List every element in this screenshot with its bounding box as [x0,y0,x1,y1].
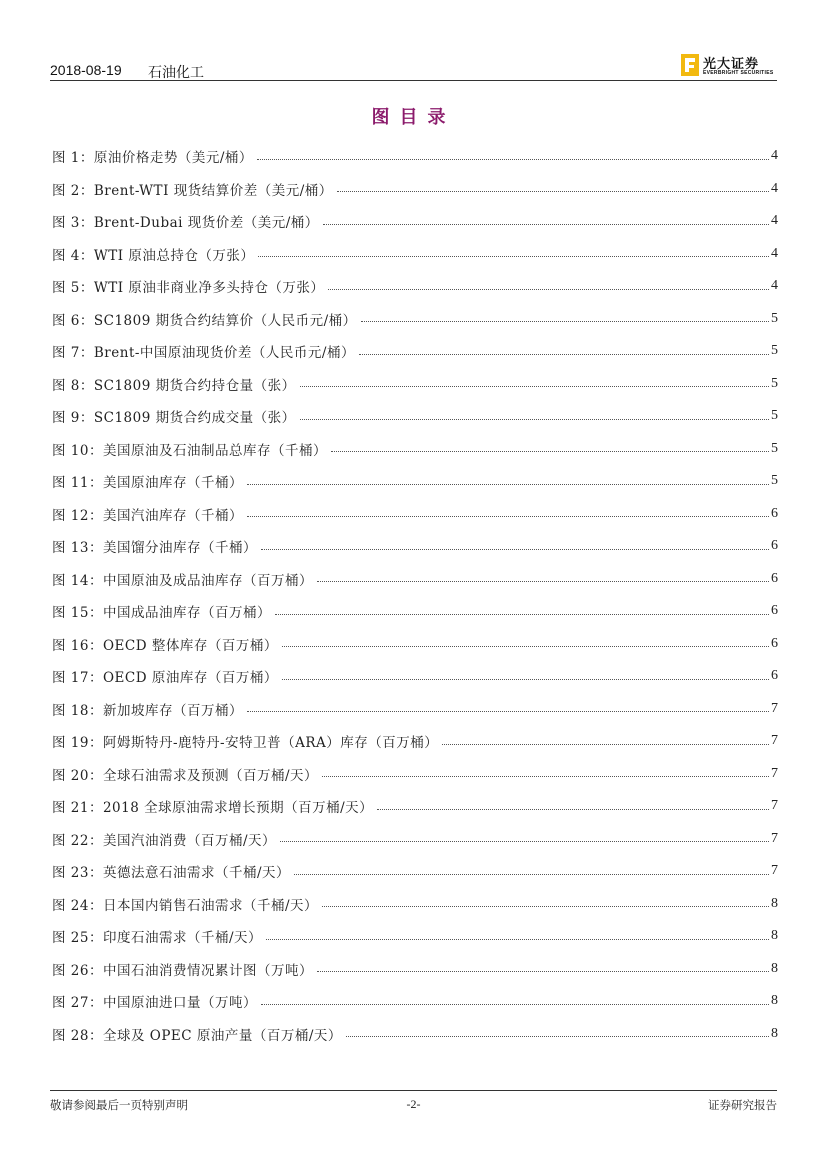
toc-entry-page: 6 [771,505,778,521]
toc-entry-page: 7 [771,765,778,781]
toc-entry[interactable] [52,985,778,1018]
toc-entry-label: 图 23：英德法意石油需求（千桶/天） [52,865,291,882]
toc-entry-label: 图 25：印度石油需求（千桶/天） [52,930,263,947]
toc-entry-page: 5 [771,473,778,489]
toc-entry-page: 8 [771,895,778,911]
toc-entry[interactable] [52,433,778,466]
toc-entry-label: 图 4：WTI 原油总持仓（万张） [52,247,255,264]
toc-dot-leader [337,191,769,192]
toc-entry-label: 图 20：全球石油需求及预测（百万桶/天） [52,767,319,784]
toc-entry-label: 图 2：Brent-WTI 现货结算价差（美元/桶） [52,182,333,199]
toc-entry-label: 图 27：中国原油进口量（万吨） [52,995,257,1012]
toc-dot-leader [300,386,769,387]
toc-dot-leader [282,679,769,680]
toc-entry-label: 图 26：中国石油消费情况累计图（万吨） [52,962,313,979]
toc-entry-page: 7 [771,830,778,846]
toc-entry-label: 图 7：Brent-中国原油现货价差（人民币元/桶） [52,345,355,362]
toc-dot-leader [280,841,769,842]
figure-table-of-contents [52,140,778,1050]
toc-dot-leader [322,776,769,777]
toc-dot-leader [294,874,769,875]
toc-entry-page: 7 [771,798,778,814]
toc-entry-page: 4 [771,180,778,196]
everbright-logo-icon [681,54,699,76]
toc-dot-leader [317,581,769,582]
toc-dot-leader [361,321,769,322]
toc-entry-label: 图 8：SC1809 期货合约持仓量（张） [52,377,296,394]
toc-entry-label: 图 13：美国馏分油库存（千桶） [52,540,257,557]
toc-dot-leader [257,159,769,160]
toc-entry[interactable] [52,855,778,888]
toc-dot-leader [317,971,769,972]
toc-dot-leader [275,614,769,615]
toc-entry-page: 8 [771,993,778,1009]
toc-entry-label: 图 18：新加坡库存（百万桶） [52,702,243,719]
toc-entry-page: 5 [771,408,778,424]
toc-entry-label: 图 21：2018 全球原油需求增长预期（百万桶/天） [52,800,374,817]
toc-dot-leader [261,549,769,550]
logo-text-en: EVERBRIGHT SECURITIES [703,70,774,76]
toc-entry-page: 4 [771,213,778,229]
toc-entry[interactable] [52,660,778,693]
toc-entry-page: 8 [771,1025,778,1041]
toc-dot-leader [247,516,769,517]
everbright-logo [681,52,777,78]
toc-entry-page: 4 [771,278,778,294]
toc-dot-leader [322,906,769,907]
toc-entry[interactable] [52,270,778,303]
toc-entry-page: 8 [771,960,778,976]
toc-entry[interactable] [52,335,778,368]
page-header [50,50,777,81]
toc-entry[interactable] [52,303,778,336]
toc-entry-page: 7 [771,700,778,716]
toc-entry-page: 7 [771,733,778,749]
toc-entry-page: 6 [771,603,778,619]
toc-entry[interactable] [52,953,778,986]
toc-entry-label: 图 5：WTI 原油非商业净多头持仓（万张） [52,280,325,297]
page-footer [50,1090,777,1121]
toc-entry[interactable] [52,595,778,628]
toc-entry-label: 图 28：全球及 OPEC 原油产量（百万桶/天） [52,1027,342,1044]
toc-dot-leader [377,809,769,810]
toc-entry[interactable] [52,920,778,953]
report-sector: 石油化工 [148,65,204,81]
toc-dot-leader [282,646,769,647]
toc-entry-page: 5 [771,310,778,326]
toc-entry-label: 图 22：美国汽油消费（百万桶/天） [52,832,277,849]
toc-entry[interactable] [52,758,778,791]
toc-entry-page: 6 [771,538,778,554]
page-number: -2- [406,1097,421,1111]
toc-entry-page: 5 [771,343,778,359]
toc-entry[interactable] [52,140,778,173]
toc-dot-leader [266,939,769,940]
toc-entry-label: 图 12：美国汽油库存（千桶） [52,507,243,524]
toc-entry-page: 6 [771,635,778,651]
toc-entry[interactable] [52,173,778,206]
toc-entry-label: 图 9：SC1809 期货合约成交量（张） [52,410,296,427]
toc-entry-label: 图 10：美国原油及石油制品总库存（千桶） [52,442,327,459]
toc-dot-leader [247,484,769,485]
toc-entry-label: 图 6：SC1809 期货合约结算价（人民币元/桶） [52,312,357,329]
toc-entry[interactable] [52,628,778,661]
toc-entry[interactable] [52,205,778,238]
toc-entry-label: 图 14：中国原油及成品油库存（百万桶） [52,572,313,589]
toc-entry-page: 6 [771,668,778,684]
toc-dot-leader [331,451,769,452]
toc-entry[interactable] [52,725,778,758]
report-type: 证券研究报告 [708,1098,777,1112]
toc-dot-leader [328,289,769,290]
toc-entry-page: 5 [771,440,778,456]
toc-dot-leader [247,711,769,712]
toc-dot-leader [346,1036,769,1037]
toc-entry-page: 8 [771,928,778,944]
toc-entry-page: 5 [771,375,778,391]
toc-entry-label: 图 1：原油价格走势（美元/桶） [52,150,253,167]
toc-entry-label: 图 19：阿姆斯特丹-鹿特丹-安特卫普（ARA）库存（百万桶） [52,735,439,752]
toc-entry-label: 图 16：OECD 整体库存（百万桶） [52,637,278,654]
toc-entry-label: 图 11：美国原油库存（千桶） [52,475,243,492]
toc-dot-leader [261,1004,769,1005]
toc-dot-leader [300,419,769,420]
toc-entry-page: 4 [771,245,778,261]
toc-entry-label: 图 15：中国成品油库存（百万桶） [52,605,271,622]
toc-dot-leader [323,224,769,225]
logo-text-cn: 光大证券 [703,57,760,72]
toc-entry[interactable] [52,368,778,401]
disclaimer-note: 敬请参阅最后一页特别声明 [50,1098,188,1112]
toc-dot-leader [442,744,769,745]
toc-entry[interactable] [52,465,778,498]
toc-dot-leader [258,256,769,257]
toc-entry[interactable] [52,530,778,563]
toc-entry-page: 7 [771,863,778,879]
toc-entry-label: 图 17：OECD 原油库存（百万桶） [52,670,278,687]
toc-entry[interactable] [52,693,778,726]
toc-entry[interactable] [52,888,778,921]
toc-entry[interactable] [52,823,778,856]
toc-entry[interactable] [52,400,778,433]
toc-entry-page: 4 [771,148,778,164]
toc-entry[interactable] [52,238,778,271]
toc-entry[interactable] [52,790,778,823]
toc-entry-label: 图 3：Brent-Dubai 现货价差（美元/桶） [52,215,319,232]
toc-entry-page: 6 [771,570,778,586]
report-date: 2018-08-19 [50,62,122,78]
toc-entry[interactable] [52,498,778,531]
toc-dot-leader [359,354,769,355]
toc-title: 图目录 [371,107,456,128]
toc-entry-label: 图 24：日本国内销售石油需求（千桶/天） [52,897,319,914]
toc-entry[interactable] [52,563,778,596]
toc-entry[interactable] [52,1018,778,1051]
